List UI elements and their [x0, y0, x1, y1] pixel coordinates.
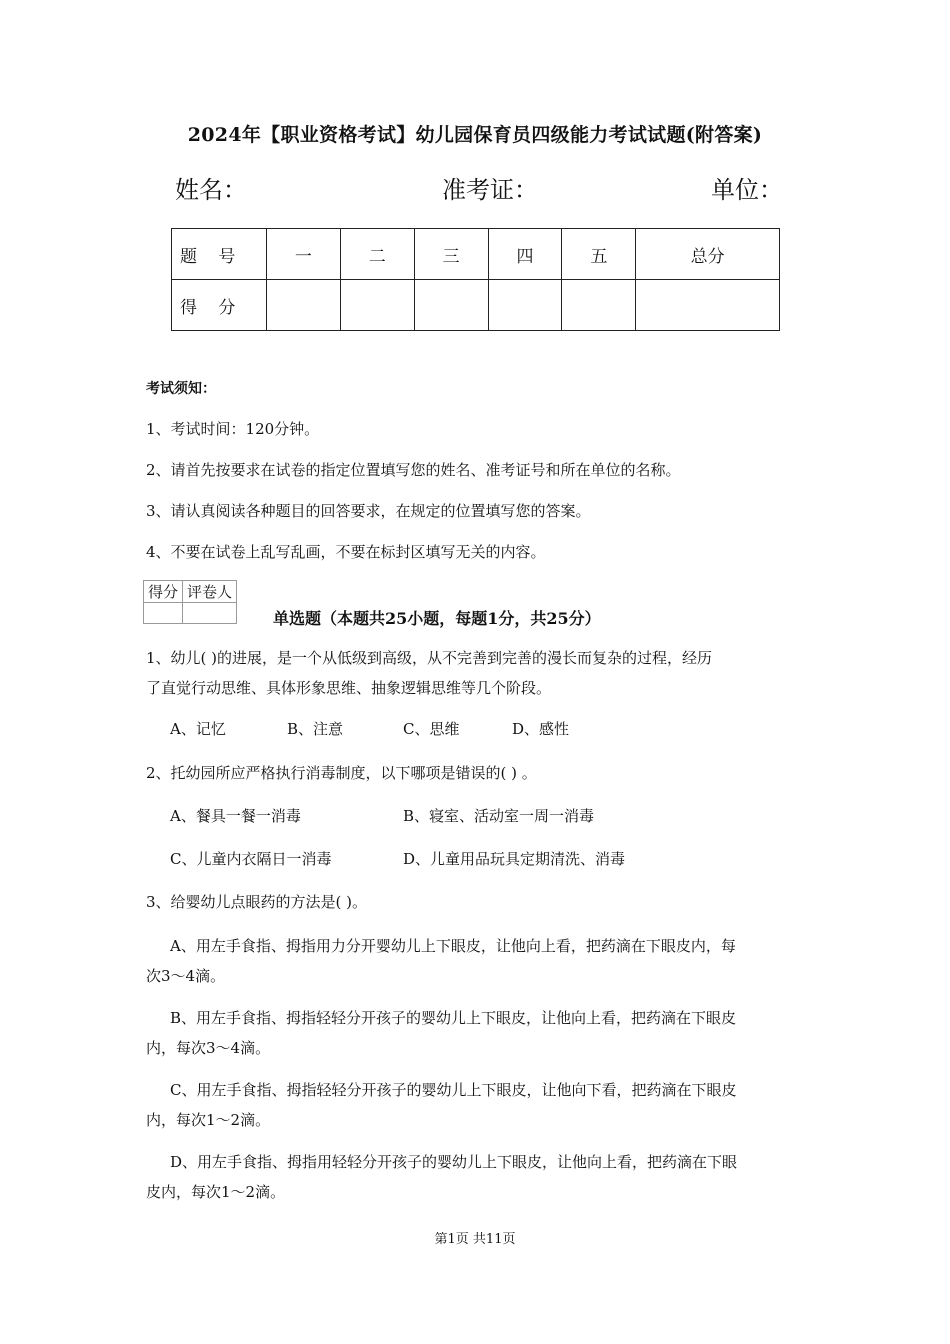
score-cell [340, 280, 414, 331]
question-2-stem: 2、托幼园所应严格执行消毒制度，以下哪项是错误的( ) 。 [146, 764, 537, 782]
exam-number-field-label: 准考证： [442, 176, 538, 204]
option-c: C、思维 [403, 720, 460, 738]
question-3-stem: 3、给婴幼儿点眼药的方法是( )。 [146, 893, 368, 911]
score-cell [562, 280, 636, 331]
option-line: C、用左手食指、拇指轻轻分开孩子的婴幼儿上下眼皮，让他向下看，把药滴在下眼皮 [170, 1081, 737, 1099]
column-header: 五 [562, 229, 636, 280]
question-1-stem [146, 643, 810, 703]
page-title: 2024年【职业资格考试】幼儿园保育员四级能力考试试题(附答案) [187, 124, 763, 146]
option-line: 皮内，每次1～2滴。 [146, 1183, 286, 1201]
option-line: B、用左手食指、拇指轻轻分开孩子的婴幼儿上下眼皮，让他向上看，把药滴在下眼皮 [170, 1009, 737, 1027]
grader-score-label: 得分 [144, 581, 183, 603]
score-label: 得 分 [172, 280, 267, 331]
option-line: 内，每次1～2滴。 [146, 1111, 271, 1129]
option-a: A、记忆 [170, 720, 226, 738]
option-line: 内，每次3～4滴。 [146, 1039, 271, 1057]
note-item: 2、请首先按要求在试卷的指定位置填写您的姓名、准考证号和所在单位的名称。 [146, 461, 681, 479]
option-d: D、感性 [512, 720, 570, 738]
score-cell [267, 280, 341, 331]
option-d: D、儿童用品玩具定期清洗、消毒 [403, 850, 626, 868]
section-title: 单选题（本题共25小题，每题1分，共25分） [273, 609, 601, 628]
name-field-label: 姓名： [175, 176, 247, 204]
option-line: 次3～4滴。 [146, 967, 226, 985]
option-b: B、寝室、活动室一周一消毒 [403, 807, 595, 825]
grader-name-label: 评卷人 [183, 581, 237, 603]
grader-box [143, 580, 237, 624]
stem-line: 了直觉行动思维、具体形象思维、抽象逻辑思维等几个阶段。 [146, 679, 552, 697]
score-cell [488, 280, 562, 331]
page-footer: 第1页 共11页 [434, 1232, 516, 1247]
notes-title: 考试须知： [146, 381, 216, 397]
note-item: 1、考试时间：120分钟。 [146, 420, 320, 438]
column-header: 四 [488, 229, 562, 280]
column-header: 总分 [636, 229, 780, 280]
option-c [146, 1075, 810, 1135]
unit-field-label: 单位： [711, 176, 783, 204]
column-header: 一 [267, 229, 341, 280]
stem-line: 1、幼儿( )的进展，是一个从低级到高级，从不完善到完善的漫长而复杂的过程，经历 [146, 649, 713, 667]
question-number-label: 题 号 [172, 229, 267, 280]
column-header: 二 [340, 229, 414, 280]
score-cell [636, 280, 780, 331]
option-line: D、用左手食指、拇指用轻轻分开孩子的婴幼儿上下眼皮，让他向上看，把药滴在下眼 [170, 1153, 738, 1171]
score-table [171, 228, 780, 331]
option-b: B、注意 [287, 720, 344, 738]
score-table-header-row [172, 229, 780, 280]
grader-name-cell [183, 603, 237, 624]
note-item: 3、请认真阅读各种题目的回答要求，在规定的位置填写您的答案。 [146, 502, 591, 520]
option-b [146, 1003, 810, 1063]
option-d [146, 1147, 810, 1207]
score-cell [414, 280, 488, 331]
grader-score-cell [144, 603, 183, 624]
option-a: A、餐具一餐一消毒 [170, 807, 301, 825]
option-line: A、用左手食指、拇指用力分开婴幼儿上下眼皮，让他向上看，把药滴在下眼皮内，每 [170, 937, 736, 955]
score-table-score-row [172, 280, 780, 331]
note-item: 4、不要在试卷上乱写乱画，不要在标封区填写无关的内容。 [146, 543, 546, 561]
option-c: C、儿童内衣隔日一消毒 [170, 850, 332, 868]
option-a [146, 931, 810, 991]
column-header: 三 [414, 229, 488, 280]
